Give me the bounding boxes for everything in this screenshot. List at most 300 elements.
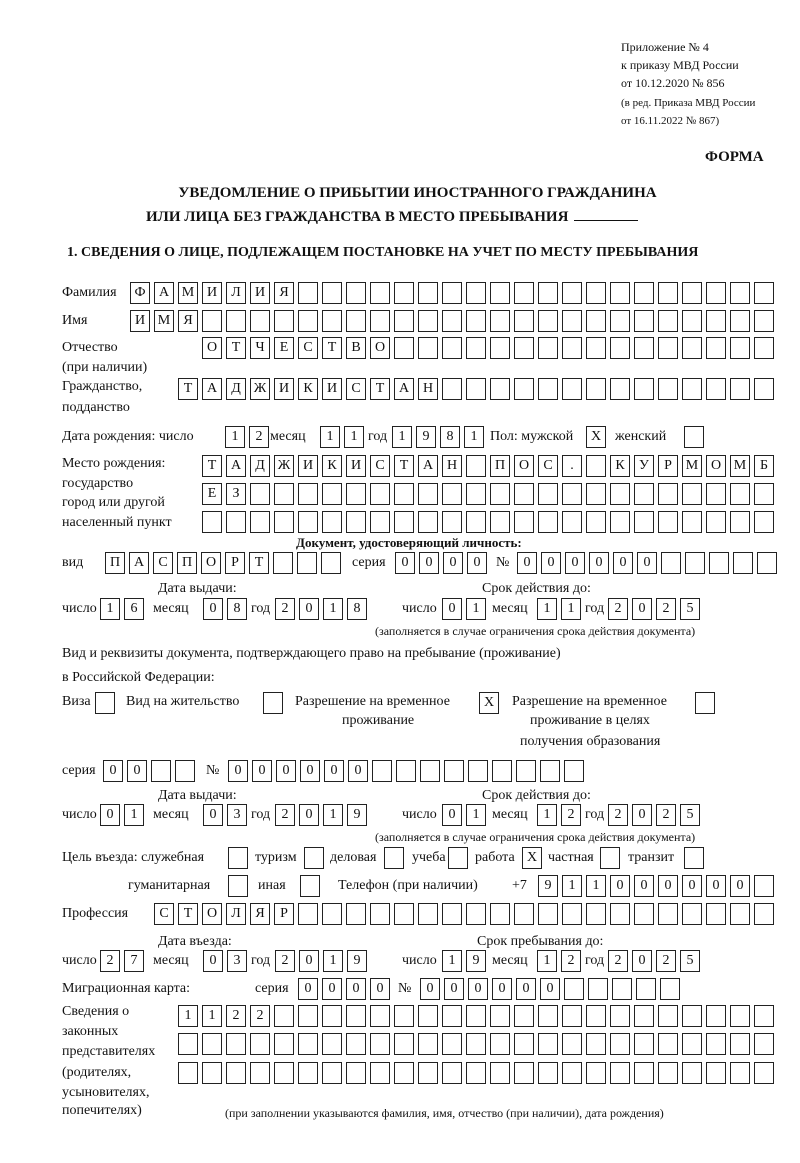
- phone-cell[interactable]: 0: [610, 875, 630, 897]
- patronymic-cell[interactable]: [538, 337, 558, 359]
- name-cell[interactable]: [442, 310, 462, 332]
- patronymic-cell[interactable]: [394, 337, 414, 359]
- sex-male-checkbox[interactable]: X: [586, 426, 606, 448]
- birth-place-1-cell[interactable]: К: [610, 455, 630, 477]
- name-cell[interactable]: [538, 310, 558, 332]
- migration-card-number-cell[interactable]: [660, 978, 680, 1000]
- representatives-1-cell[interactable]: [658, 1005, 678, 1027]
- right-doc-valid-year-cell[interactable]: 5: [680, 804, 700, 826]
- birth-place-2-cell[interactable]: З: [226, 483, 246, 505]
- representatives-2-cell[interactable]: [658, 1033, 678, 1055]
- representatives-2-cell[interactable]: [466, 1033, 486, 1055]
- birth-place-3-cell[interactable]: [730, 511, 750, 533]
- birth-place-2-cell[interactable]: [370, 483, 390, 505]
- temp-residence-edu-checkbox[interactable]: [695, 692, 715, 714]
- representatives-1-cell[interactable]: [346, 1005, 366, 1027]
- representatives-2-cell[interactable]: [370, 1033, 390, 1055]
- right-doc-year-cell[interactable]: 2: [275, 804, 295, 826]
- right-doc-number-cell[interactable]: [540, 760, 560, 782]
- surname-cell[interactable]: [466, 282, 486, 304]
- id-doc-number-cell[interactable]: [709, 552, 729, 574]
- id-doc-kind-cell[interactable]: П: [177, 552, 197, 574]
- birth-place-2-cell[interactable]: [346, 483, 366, 505]
- phone-cell[interactable]: 0: [706, 875, 726, 897]
- id-doc-year-cell[interactable]: 8: [347, 598, 367, 620]
- citizenship-cell[interactable]: [466, 378, 486, 400]
- profession-cell[interactable]: [490, 903, 510, 925]
- citizenship-cell[interactable]: [586, 378, 606, 400]
- surname-cell[interactable]: [658, 282, 678, 304]
- birth-place-2-cell[interactable]: [298, 483, 318, 505]
- name-cell[interactable]: [562, 310, 582, 332]
- purpose-work-checkbox[interactable]: X: [522, 847, 542, 869]
- citizenship-cell[interactable]: Н: [418, 378, 438, 400]
- profession-cell[interactable]: [706, 903, 726, 925]
- id-doc-valid-year-cell[interactable]: 2: [656, 598, 676, 620]
- right-doc-number-cell[interactable]: 0: [252, 760, 272, 782]
- profession-cell[interactable]: О: [202, 903, 222, 925]
- birth-year-cell[interactable]: 8: [440, 426, 460, 448]
- purpose-business-checkbox[interactable]: [384, 847, 404, 869]
- id-doc-kind-cell[interactable]: Т: [249, 552, 269, 574]
- citizenship-cell[interactable]: [610, 378, 630, 400]
- name-cell[interactable]: [658, 310, 678, 332]
- profession-cell[interactable]: [730, 903, 750, 925]
- name-cell[interactable]: [202, 310, 222, 332]
- citizenship-cell[interactable]: С: [346, 378, 366, 400]
- patronymic-cell[interactable]: [610, 337, 630, 359]
- representatives-3-cell[interactable]: [418, 1062, 438, 1084]
- right-doc-day-cell[interactable]: 1: [124, 804, 144, 826]
- birth-place-2-cell[interactable]: [730, 483, 750, 505]
- id-doc-valid-month-cell[interactable]: 1: [561, 598, 581, 620]
- citizenship-cell[interactable]: [682, 378, 702, 400]
- name-cell[interactable]: [634, 310, 654, 332]
- profession-cell[interactable]: [442, 903, 462, 925]
- stay-month-cell[interactable]: 1: [537, 950, 557, 972]
- representatives-2-cell[interactable]: [682, 1033, 702, 1055]
- right-doc-number-cell[interactable]: [492, 760, 512, 782]
- phone-cell[interactable]: 0: [682, 875, 702, 897]
- birth-place-2-cell[interactable]: [586, 483, 606, 505]
- id-doc-series-cell[interactable]: 0: [419, 552, 439, 574]
- citizenship-cell[interactable]: А: [202, 378, 222, 400]
- id-doc-number-cell[interactable]: [685, 552, 705, 574]
- birth-place-3-cell[interactable]: [490, 511, 510, 533]
- entry-year-cell[interactable]: 2: [275, 950, 295, 972]
- birth-place-2-cell[interactable]: [322, 483, 342, 505]
- name-cell[interactable]: [250, 310, 270, 332]
- surname-cell[interactable]: [322, 282, 342, 304]
- surname-cell[interactable]: [538, 282, 558, 304]
- right-doc-valid-year-cell[interactable]: 2: [608, 804, 628, 826]
- temp-residence-checkbox[interactable]: X: [479, 692, 499, 714]
- representatives-1-cell[interactable]: 2: [226, 1005, 246, 1027]
- purpose-humanitarian-checkbox[interactable]: [228, 875, 248, 897]
- entry-month-cell[interactable]: 3: [227, 950, 247, 972]
- birth-day-cell[interactable]: 1: [225, 426, 245, 448]
- birth-year-cell[interactable]: 1: [464, 426, 484, 448]
- birth-place-3-cell[interactable]: [586, 511, 606, 533]
- stay-year-cell[interactable]: 2: [656, 950, 676, 972]
- right-doc-number-cell[interactable]: [420, 760, 440, 782]
- migration-card-number-cell[interactable]: 0: [516, 978, 536, 1000]
- visa-checkbox[interactable]: [95, 692, 115, 714]
- citizenship-cell[interactable]: А: [394, 378, 414, 400]
- citizenship-cell[interactable]: [634, 378, 654, 400]
- right-doc-valid-day-cell[interactable]: 1: [466, 804, 486, 826]
- patronymic-cell[interactable]: [706, 337, 726, 359]
- right-doc-series-cell[interactable]: 0: [103, 760, 123, 782]
- birth-place-3-cell[interactable]: [322, 511, 342, 533]
- representatives-3-cell[interactable]: [754, 1062, 774, 1084]
- patronymic-cell[interactable]: [562, 337, 582, 359]
- birth-place-3-cell[interactable]: [682, 511, 702, 533]
- birth-place-3-cell[interactable]: [754, 511, 774, 533]
- birth-place-3-cell[interactable]: [298, 511, 318, 533]
- id-doc-month-cell[interactable]: 8: [227, 598, 247, 620]
- name-cell[interactable]: [730, 310, 750, 332]
- entry-year-cell[interactable]: 0: [299, 950, 319, 972]
- representatives-2-cell[interactable]: [394, 1033, 414, 1055]
- phone-cell[interactable]: 0: [658, 875, 678, 897]
- stay-day-cell[interactable]: 9: [466, 950, 486, 972]
- citizenship-cell[interactable]: И: [274, 378, 294, 400]
- name-cell[interactable]: [394, 310, 414, 332]
- citizenship-cell[interactable]: И: [322, 378, 342, 400]
- blank-underline[interactable]: [574, 206, 638, 221]
- right-doc-number-cell[interactable]: [468, 760, 488, 782]
- profession-cell[interactable]: [346, 903, 366, 925]
- migration-card-series-cell[interactable]: 0: [370, 978, 390, 1000]
- sex-female-checkbox[interactable]: [684, 426, 704, 448]
- representatives-2-cell[interactable]: [730, 1033, 750, 1055]
- patronymic-cell[interactable]: [754, 337, 774, 359]
- citizenship-cell[interactable]: [658, 378, 678, 400]
- representatives-1-cell[interactable]: [274, 1005, 294, 1027]
- citizenship-cell[interactable]: Т: [178, 378, 198, 400]
- representatives-2-cell[interactable]: [346, 1033, 366, 1055]
- birth-place-3-cell[interactable]: [274, 511, 294, 533]
- representatives-2-cell[interactable]: [610, 1033, 630, 1055]
- profession-cell[interactable]: Р: [274, 903, 294, 925]
- right-doc-number-cell[interactable]: 0: [300, 760, 320, 782]
- surname-cell[interactable]: [346, 282, 366, 304]
- representatives-1-cell[interactable]: [634, 1005, 654, 1027]
- profession-cell[interactable]: Я: [250, 903, 270, 925]
- surname-cell[interactable]: [682, 282, 702, 304]
- birth-place-1-cell[interactable]: С: [538, 455, 558, 477]
- birth-place-2-cell[interactable]: [706, 483, 726, 505]
- birth-place-3-cell[interactable]: [394, 511, 414, 533]
- migration-card-series-cell[interactable]: 0: [322, 978, 342, 1000]
- surname-cell[interactable]: [586, 282, 606, 304]
- id-doc-kind-cell[interactable]: [321, 552, 341, 574]
- representatives-3-cell[interactable]: [394, 1062, 414, 1084]
- representatives-1-cell[interactable]: 1: [178, 1005, 198, 1027]
- birth-place-3-cell[interactable]: [346, 511, 366, 533]
- name-cell[interactable]: [418, 310, 438, 332]
- representatives-3-cell[interactable]: [298, 1062, 318, 1084]
- surname-cell[interactable]: [490, 282, 510, 304]
- name-cell[interactable]: И: [130, 310, 150, 332]
- id-doc-number-cell[interactable]: 0: [517, 552, 537, 574]
- citizenship-cell[interactable]: [490, 378, 510, 400]
- representatives-1-cell[interactable]: 1: [202, 1005, 222, 1027]
- representatives-3-cell[interactable]: [250, 1062, 270, 1084]
- profession-cell[interactable]: [754, 903, 774, 925]
- profession-cell[interactable]: [610, 903, 630, 925]
- representatives-1-cell[interactable]: [370, 1005, 390, 1027]
- representatives-1-cell[interactable]: [754, 1005, 774, 1027]
- patronymic-cell[interactable]: В: [346, 337, 366, 359]
- right-doc-valid-month-cell[interactable]: 2: [561, 804, 581, 826]
- patronymic-cell[interactable]: [442, 337, 462, 359]
- right-doc-number-cell[interactable]: 0: [324, 760, 344, 782]
- representatives-3-cell[interactable]: [538, 1062, 558, 1084]
- id-doc-valid-month-cell[interactable]: 1: [537, 598, 557, 620]
- entry-month-cell[interactable]: 0: [203, 950, 223, 972]
- representatives-3-cell[interactable]: [658, 1062, 678, 1084]
- name-cell[interactable]: [706, 310, 726, 332]
- id-doc-day-cell[interactable]: 1: [100, 598, 120, 620]
- patronymic-cell[interactable]: Е: [274, 337, 294, 359]
- stay-month-cell[interactable]: 2: [561, 950, 581, 972]
- id-doc-kind-cell[interactable]: [297, 552, 317, 574]
- phone-cell[interactable]: 9: [538, 875, 558, 897]
- id-doc-number-cell[interactable]: 0: [589, 552, 609, 574]
- residence-permit-checkbox[interactable]: [263, 692, 283, 714]
- right-doc-year-cell[interactable]: 0: [299, 804, 319, 826]
- representatives-1-cell[interactable]: [610, 1005, 630, 1027]
- birth-place-1-cell[interactable]: Ж: [274, 455, 294, 477]
- id-doc-number-cell[interactable]: [757, 552, 777, 574]
- birth-place-1-cell[interactable]: А: [418, 455, 438, 477]
- representatives-2-cell[interactable]: [322, 1033, 342, 1055]
- representatives-3-cell[interactable]: [178, 1062, 198, 1084]
- birth-place-1-cell[interactable]: П: [490, 455, 510, 477]
- purpose-study-checkbox[interactable]: [448, 847, 468, 869]
- patronymic-cell[interactable]: [466, 337, 486, 359]
- birth-day-cell[interactable]: 2: [249, 426, 269, 448]
- right-doc-year-cell[interactable]: 9: [347, 804, 367, 826]
- surname-cell[interactable]: М: [178, 282, 198, 304]
- birth-place-3-cell[interactable]: [706, 511, 726, 533]
- birth-place-1-cell[interactable]: И: [346, 455, 366, 477]
- profession-cell[interactable]: [562, 903, 582, 925]
- id-doc-valid-day-cell[interactable]: 1: [466, 598, 486, 620]
- representatives-2-cell[interactable]: [274, 1033, 294, 1055]
- representatives-1-cell[interactable]: [706, 1005, 726, 1027]
- profession-cell[interactable]: [538, 903, 558, 925]
- representatives-3-cell[interactable]: [514, 1062, 534, 1084]
- birth-place-2-cell[interactable]: [250, 483, 270, 505]
- purpose-private-checkbox[interactable]: [600, 847, 620, 869]
- surname-cell[interactable]: Я: [274, 282, 294, 304]
- birth-place-1-cell[interactable]: Д: [250, 455, 270, 477]
- surname-cell[interactable]: [370, 282, 390, 304]
- citizenship-cell[interactable]: [514, 378, 534, 400]
- birth-place-2-cell[interactable]: [610, 483, 630, 505]
- right-doc-year-cell[interactable]: 1: [323, 804, 343, 826]
- birth-place-2-cell[interactable]: [466, 483, 486, 505]
- birth-place-3-cell[interactable]: [442, 511, 462, 533]
- representatives-2-cell[interactable]: [178, 1033, 198, 1055]
- patronymic-cell[interactable]: Т: [226, 337, 246, 359]
- surname-cell[interactable]: И: [250, 282, 270, 304]
- birth-place-2-cell[interactable]: [754, 483, 774, 505]
- purpose-transit-checkbox[interactable]: [684, 847, 704, 869]
- birth-place-2-cell[interactable]: [490, 483, 510, 505]
- entry-year-cell[interactable]: 1: [323, 950, 343, 972]
- migration-card-number-cell[interactable]: [588, 978, 608, 1000]
- representatives-3-cell[interactable]: [706, 1062, 726, 1084]
- name-cell[interactable]: [346, 310, 366, 332]
- birth-place-3-cell[interactable]: [250, 511, 270, 533]
- patronymic-cell[interactable]: О: [202, 337, 222, 359]
- id-doc-series-cell[interactable]: 0: [443, 552, 463, 574]
- citizenship-cell[interactable]: [730, 378, 750, 400]
- migration-card-number-cell[interactable]: [612, 978, 632, 1000]
- surname-cell[interactable]: [706, 282, 726, 304]
- representatives-3-cell[interactable]: [226, 1062, 246, 1084]
- representatives-1-cell[interactable]: [418, 1005, 438, 1027]
- right-doc-number-cell[interactable]: 0: [228, 760, 248, 782]
- birth-place-3-cell[interactable]: [658, 511, 678, 533]
- entry-day-cell[interactable]: 2: [100, 950, 120, 972]
- representatives-2-cell[interactable]: [514, 1033, 534, 1055]
- migration-card-number-cell[interactable]: 0: [492, 978, 512, 1000]
- right-doc-day-cell[interactable]: 0: [100, 804, 120, 826]
- patronymic-cell[interactable]: [730, 337, 750, 359]
- birth-place-3-cell[interactable]: [202, 511, 222, 533]
- surname-cell[interactable]: [442, 282, 462, 304]
- profession-cell[interactable]: [658, 903, 678, 925]
- representatives-3-cell[interactable]: [634, 1062, 654, 1084]
- right-doc-number-cell[interactable]: [516, 760, 536, 782]
- birth-place-2-cell[interactable]: [418, 483, 438, 505]
- surname-cell[interactable]: [730, 282, 750, 304]
- citizenship-cell[interactable]: К: [298, 378, 318, 400]
- surname-cell[interactable]: [418, 282, 438, 304]
- entry-day-cell[interactable]: 7: [124, 950, 144, 972]
- profession-cell[interactable]: [418, 903, 438, 925]
- citizenship-cell[interactable]: Ж: [250, 378, 270, 400]
- representatives-3-cell[interactable]: [274, 1062, 294, 1084]
- right-doc-month-cell[interactable]: 0: [203, 804, 223, 826]
- representatives-2-cell[interactable]: [538, 1033, 558, 1055]
- profession-cell[interactable]: [298, 903, 318, 925]
- representatives-2-cell[interactable]: [586, 1033, 606, 1055]
- representatives-3-cell[interactable]: [346, 1062, 366, 1084]
- representatives-2-cell[interactable]: [442, 1033, 462, 1055]
- id-doc-kind-cell[interactable]: А: [129, 552, 149, 574]
- representatives-1-cell[interactable]: [538, 1005, 558, 1027]
- representatives-2-cell[interactable]: [562, 1033, 582, 1055]
- entry-year-cell[interactable]: 9: [347, 950, 367, 972]
- representatives-1-cell[interactable]: [298, 1005, 318, 1027]
- name-cell[interactable]: [466, 310, 486, 332]
- id-doc-number-cell[interactable]: 0: [613, 552, 633, 574]
- name-cell[interactable]: [586, 310, 606, 332]
- name-cell[interactable]: Я: [178, 310, 198, 332]
- stay-year-cell[interactable]: 5: [680, 950, 700, 972]
- representatives-1-cell[interactable]: [562, 1005, 582, 1027]
- right-doc-number-cell[interactable]: [444, 760, 464, 782]
- patronymic-cell[interactable]: [658, 337, 678, 359]
- birth-place-1-cell[interactable]: К: [322, 455, 342, 477]
- id-doc-number-cell[interactable]: [733, 552, 753, 574]
- profession-cell[interactable]: [322, 903, 342, 925]
- birth-place-1-cell[interactable]: М: [682, 455, 702, 477]
- id-doc-kind-cell[interactable]: С: [153, 552, 173, 574]
- birth-place-1-cell[interactable]: Б: [754, 455, 774, 477]
- migration-card-number-cell[interactable]: [636, 978, 656, 1000]
- id-doc-day-cell[interactable]: 6: [124, 598, 144, 620]
- citizenship-cell[interactable]: [754, 378, 774, 400]
- id-doc-kind-cell[interactable]: Р: [225, 552, 245, 574]
- birth-place-1-cell[interactable]: О: [514, 455, 534, 477]
- birth-place-2-cell[interactable]: [274, 483, 294, 505]
- citizenship-cell[interactable]: Т: [370, 378, 390, 400]
- phone-cell[interactable]: 0: [730, 875, 750, 897]
- surname-cell[interactable]: [514, 282, 534, 304]
- purpose-tourism-checkbox[interactable]: [304, 847, 324, 869]
- surname-cell[interactable]: Ф: [130, 282, 150, 304]
- purpose-official-checkbox[interactable]: [228, 847, 248, 869]
- right-doc-series-cell[interactable]: [151, 760, 171, 782]
- right-doc-month-cell[interactable]: 3: [227, 804, 247, 826]
- patronymic-cell[interactable]: [490, 337, 510, 359]
- name-cell[interactable]: [610, 310, 630, 332]
- birth-place-1-cell[interactable]: М: [730, 455, 750, 477]
- citizenship-cell[interactable]: Д: [226, 378, 246, 400]
- stay-day-cell[interactable]: 1: [442, 950, 462, 972]
- id-doc-month-cell[interactable]: 0: [203, 598, 223, 620]
- stay-year-cell[interactable]: 2: [608, 950, 628, 972]
- patronymic-cell[interactable]: С: [298, 337, 318, 359]
- representatives-1-cell[interactable]: [394, 1005, 414, 1027]
- migration-card-number-cell[interactable]: 0: [444, 978, 464, 1000]
- profession-cell[interactable]: Л: [226, 903, 246, 925]
- profession-cell[interactable]: [682, 903, 702, 925]
- representatives-1-cell[interactable]: [466, 1005, 486, 1027]
- id-doc-kind-cell[interactable]: [273, 552, 293, 574]
- representatives-2-cell[interactable]: [202, 1033, 222, 1055]
- name-cell[interactable]: [226, 310, 246, 332]
- name-cell[interactable]: [490, 310, 510, 332]
- birth-place-2-cell[interactable]: [682, 483, 702, 505]
- id-doc-kind-cell[interactable]: О: [201, 552, 221, 574]
- stay-year-cell[interactable]: 0: [632, 950, 652, 972]
- profession-cell[interactable]: [466, 903, 486, 925]
- surname-cell[interactable]: [754, 282, 774, 304]
- id-doc-number-cell[interactable]: [661, 552, 681, 574]
- birth-place-3-cell[interactable]: [514, 511, 534, 533]
- birth-place-2-cell[interactable]: Е: [202, 483, 222, 505]
- birth-place-1-cell[interactable]: У: [634, 455, 654, 477]
- id-doc-number-cell[interactable]: 0: [541, 552, 561, 574]
- right-doc-valid-day-cell[interactable]: 0: [442, 804, 462, 826]
- birth-place-2-cell[interactable]: [562, 483, 582, 505]
- surname-cell[interactable]: [298, 282, 318, 304]
- birth-place-1-cell[interactable]: Р: [658, 455, 678, 477]
- profession-cell[interactable]: Т: [178, 903, 198, 925]
- id-doc-number-cell[interactable]: 0: [637, 552, 657, 574]
- birth-place-3-cell[interactable]: [418, 511, 438, 533]
- id-doc-year-cell[interactable]: 0: [299, 598, 319, 620]
- id-doc-valid-year-cell[interactable]: 5: [680, 598, 700, 620]
